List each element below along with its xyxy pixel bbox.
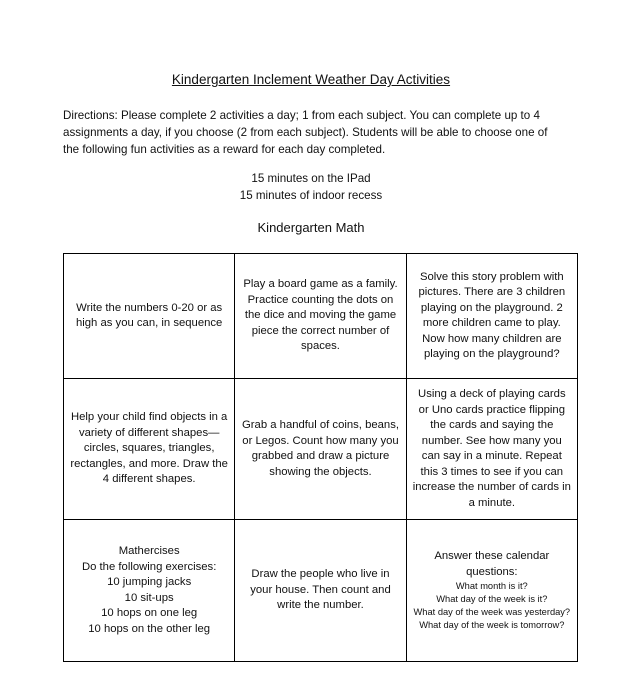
mathercises-intro: Do the following exercises: (81, 560, 217, 573)
exercise-item: 10 hops on one leg (101, 607, 198, 619)
activity-cell-count-objects: Grab a handful of coins, beans, or Legos. Count how many you grabbed and draw a picture showing the objects. (235, 379, 406, 520)
activity-cell-shapes: Help your child find objects in a variety of different shapes—circles, squares, triangles, rectangles, and more. Draw the 4 different shapes. (64, 379, 235, 520)
section-title: Kindergarten Math (257, 220, 365, 235)
grid-row-1 (64, 254, 578, 379)
activity-cell-draw-family: Draw the people who live in your house. Then count and write the number. (235, 520, 406, 662)
reward-options (0, 170, 622, 204)
activity-cell-mathercises (64, 520, 235, 662)
grid-row-2 (64, 379, 578, 520)
reward-indoor-recess: 15 minutes of indoor recess (239, 189, 383, 202)
exercise-item: 10 sit-ups (124, 591, 174, 604)
mathercises-heading: Mathercises (118, 545, 180, 557)
calendar-heading: Answer these calendar questions: (434, 550, 550, 578)
activity-cell-playing-cards: Using a deck of playing cards or Uno cards practice flipping the cards and saying the number. See how many you can say in a minute. Repeat this 3 times to see if you can increase the number of cards in a minute. (406, 379, 577, 520)
activity-cell-write-numbers: Write the numbers 0-20 or as high as you can, in sequence (64, 254, 235, 379)
activity-grid (63, 253, 578, 662)
grid-row-3 (64, 520, 578, 662)
exercise-item: 10 hops on the other leg (88, 622, 211, 635)
calendar-question: What day of the week was yesterday? (413, 607, 571, 617)
directions-paragraph: Directions: Please complete 2 activities a day; 1 from each subject. You can complete up to 4 assignments a day, if you choose (2 from each subject). Students will be able to choose one of the following fun activities as a reward for each day completed. (63, 109, 548, 156)
calendar-question: What day of the week is tomorrow? (419, 620, 565, 630)
exercise-item: 10 jumping jacks (107, 576, 192, 588)
activity-cell-calendar (406, 520, 577, 662)
calendar-question: What day of the week is it? (436, 594, 548, 604)
activity-cell-board-game: Play a board game as a family. Practice counting the dots on the dice and moving the game piece the correct number of spaces. (235, 254, 406, 379)
activity-cell-story-problem: Solve this story problem with pictures. There are 3 children playing on the playground. 2 more children came to play. Now how many children are playing on the playground? (406, 254, 577, 379)
reward-ipad: 15 minutes on the IPad (251, 172, 371, 185)
calendar-question: What month is it? (455, 581, 528, 591)
document-title: Kindergarten Inclement Weather Day Activities (171, 72, 451, 87)
